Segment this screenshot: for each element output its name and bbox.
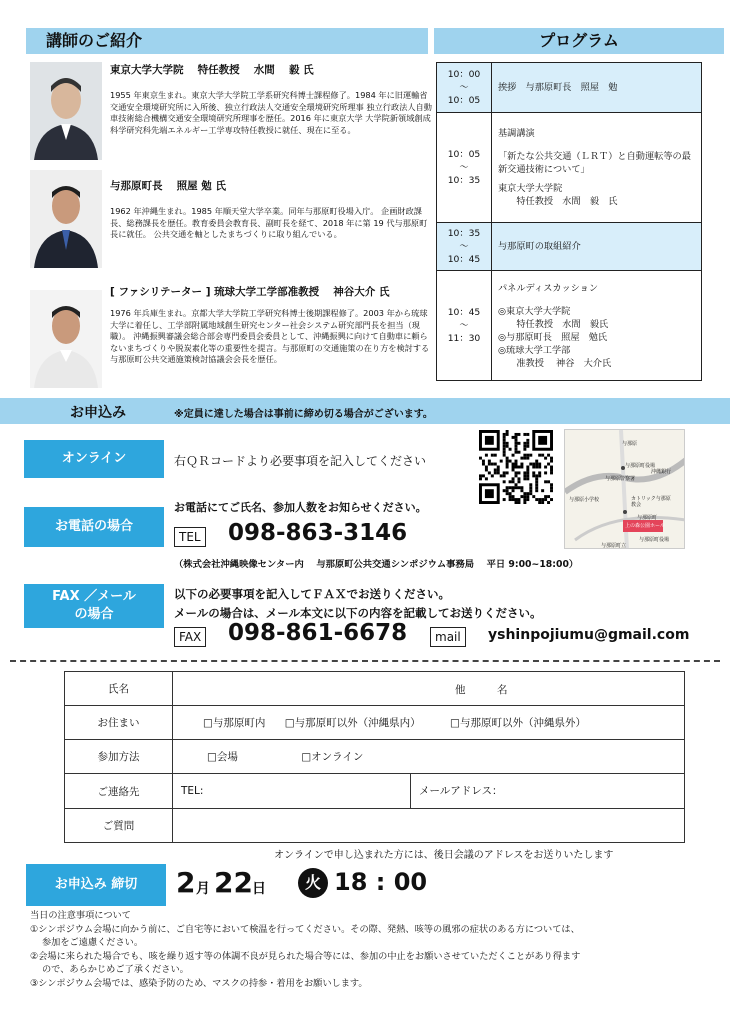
venue-map: 与那原 与那原町役場 与那原警察署 沖縄銀行 与那原小学校 カトリック与那原教会 与那原町 上の森公園ホール 与那原町役場 与那原町立 [564, 429, 685, 549]
deadline-month: 2 [176, 866, 196, 899]
fax-number[interactable]: 098-861-6678 [228, 620, 408, 646]
note-line: ②会場に来られた場合でも、咳を繰り返す等の体調不良が見られた場合等には、参加の中止をお願いさせていただくことがあり得ます [30, 950, 581, 962]
event-notes [30, 909, 720, 990]
address-option-checkbox[interactable]: □与那原町以外（沖縄県外） [450, 717, 586, 729]
method-option-checkbox[interactable]: □オンライン [301, 751, 364, 763]
speaker-photo [30, 170, 102, 268]
speaker-teruya [30, 170, 430, 270]
phone-label: お電話の場合 [24, 507, 164, 547]
email-field[interactable]: メールアドレス： [419, 785, 503, 797]
program-time: 10：00 〜 10：05 [437, 63, 492, 113]
deadline-label: お申込み 締切 [26, 864, 166, 906]
program-desc: 与那原町の取組紹介 [492, 223, 702, 271]
form-row-method [65, 740, 685, 774]
online-label: オンライン [24, 440, 164, 478]
speaker-name: 与那原町長 照屋 勉 氏 [110, 180, 226, 192]
person-photo-icon [30, 170, 102, 268]
address-option-checkbox[interactable]: □与那原町内 [203, 717, 266, 729]
mail-label: mail [430, 627, 466, 647]
other-count-label: 他 名 [455, 684, 508, 696]
person-photo-icon [30, 62, 102, 160]
speakers-section-title: 講師のご紹介 [26, 28, 428, 54]
program-desc: パネルディスカッション ◎東京大学大学院 特任教授 水間 毅氏 ◎与那原町長 照屋 勉氏 ◎琉球大学工学部 准教授 神谷 大介氏 [492, 271, 702, 381]
application-form [64, 671, 685, 843]
method-label: 参加方法 [65, 740, 173, 774]
online-followup-note: オンラインで申し込まれた方には、後日会議のアドレスをお送りいたします [274, 850, 614, 861]
speaker-name: 東京大学大学院 特任教授 水間 毅 氏 [110, 64, 314, 76]
note-line: ③シンポジウム会場では、感染予防のため、マスクの持参・着用をお願いします。 [30, 977, 368, 989]
program-table [436, 62, 702, 381]
deadline-weekday-badge: 火 [298, 868, 328, 898]
cut-line [10, 660, 720, 662]
office-info: （株式会社沖縄映像センター内 与那原町公共交通シンポジウム事務局 平日 9:00~18:00） [174, 559, 579, 570]
program-desc: 挨拶 与那原町長 照屋 勉 [492, 63, 702, 113]
form-row-contact [65, 774, 685, 809]
tel-label: TEL [174, 527, 206, 547]
speaker-photo [30, 62, 102, 160]
deadline-day: 22 [214, 866, 253, 899]
form-row-name [65, 672, 685, 706]
mail-instruction: メールの場合は、メール本文に以下の内容を記載してお送りください。 [174, 606, 542, 620]
speaker-name: [ ファシリテーター ] 琉球大学工学部准教授 神谷大介 氏 [110, 286, 390, 298]
fax-mail-label: FAX ／メール の場合 [24, 584, 164, 628]
mail-address[interactable]: yshinpojiumu@gmail.com [488, 627, 690, 643]
contact-label: ご連絡先 [65, 774, 173, 809]
speaker-bio: 1955 年東京生まれ。東京大学大学院工学系研究科博士課程修了。1984 年に旧運輸省交通安全環境研究所に入所後、独立行政法人交通安全環境研究所理事 独立行政法人自動車技術総合機構交通安全環境研究所理事を歴任。2016 年に東京大学 大学院新領域創成科学研究科先端エネルギー工学専攻特任教授に就任、現在に至る。 [110, 90, 432, 135]
note-line: ①シンポジウム会場に向かう前に、ご自宅等において検温を行ってください。その際、発熱、咳等の風邪の症状のある方については、 [30, 923, 580, 935]
program-row [437, 223, 702, 271]
method-options [173, 740, 685, 774]
question-label: ご質問 [65, 809, 173, 843]
form-row-address [65, 706, 685, 740]
program-row [437, 113, 702, 223]
method-option-checkbox[interactable]: □会場 [207, 751, 238, 763]
deadline-day-unit: 日 [252, 881, 266, 897]
program-row [437, 63, 702, 113]
program-row [437, 271, 702, 381]
program-time: 10：05 〜 10：35 [437, 113, 492, 223]
phone-instruction: お電話にてご氏名、参加人数をお知らせください。 [174, 501, 427, 514]
address-options [173, 706, 685, 740]
name-label: 氏名 [65, 672, 173, 706]
fax-instruction: 以下の必要事項を記入してＦＡＸでお送りください。 [174, 587, 450, 601]
note-line: 参加をご遠慮ください。 [42, 937, 144, 948]
contact-fields [173, 774, 685, 809]
question-field[interactable] [173, 809, 685, 843]
program-desc: 基調講演 「新たな公共交通（ＬＲＴ）と自動運転等の最新交通技術について」 東京大学大学院 特任教授 水間 毅 氏 [492, 113, 702, 223]
person-photo-icon [30, 290, 102, 388]
tel-field[interactable]: TEL: [173, 774, 411, 808]
deadline-month-unit: 月 [196, 881, 210, 897]
apply-section-band [0, 398, 730, 424]
address-label: お住まい [65, 706, 173, 740]
speaker-kamiya [30, 284, 430, 388]
deadline-time: 18 : 00 [334, 868, 428, 896]
form-row-question [65, 809, 685, 843]
speaker-mizuma [30, 62, 430, 162]
tel-number[interactable]: 098-863-3146 [228, 520, 408, 546]
speaker-bio: 1962 年沖縄生まれ。1985 年順天堂大学卒業。同年与那原町役場入庁。 企画財政課長、総務課長を歴任。教育委員会教育長、副町長を経て、2018 年に第 19 代与那原町長に就任。 公共交通を軸としたまちづくりに取り組んでいる。 [110, 206, 428, 240]
online-instruction: 右ＱＲコードより必要事項を記入してください [174, 454, 427, 468]
note-line: ので、あらかじめご了承ください。 [42, 964, 189, 975]
speaker-photo [30, 290, 102, 388]
fax-label: FAX [174, 627, 206, 647]
name-field[interactable] [173, 672, 685, 706]
apply-title: お申込み [70, 405, 126, 421]
program-time: 10：45 〜 11：30 [437, 271, 492, 381]
program-time: 10：35 〜 10：45 [437, 223, 492, 271]
address-option-checkbox[interactable]: □与那原町以外（沖縄県内） [284, 717, 421, 729]
qr-code-icon[interactable] [479, 430, 553, 504]
program-section-title: プログラム [434, 28, 724, 54]
apply-capacity-note: ※定員に達した場合は事前に締め切る場合がございます。 [174, 409, 433, 420]
speaker-bio: 1976 年兵庫生まれ。京都大学大学院工学研究科博士後期課程修了。2003 年から琉球大学に着任し、工学部附属地域創生研究センター社会システム研究部門長を担当（現職）。 沖縄振興審議会総合部会専門委員会委員として、沖縄振興に向けて自動車に頼らないまちづくりや脱炭素化等の重要性を提言。与那原町の交通施策の在り方を検討する与那原町公共交通施策検討協議会会長を歴任。 [110, 308, 430, 365]
notes-heading: 当日の注意事項について [30, 910, 131, 921]
